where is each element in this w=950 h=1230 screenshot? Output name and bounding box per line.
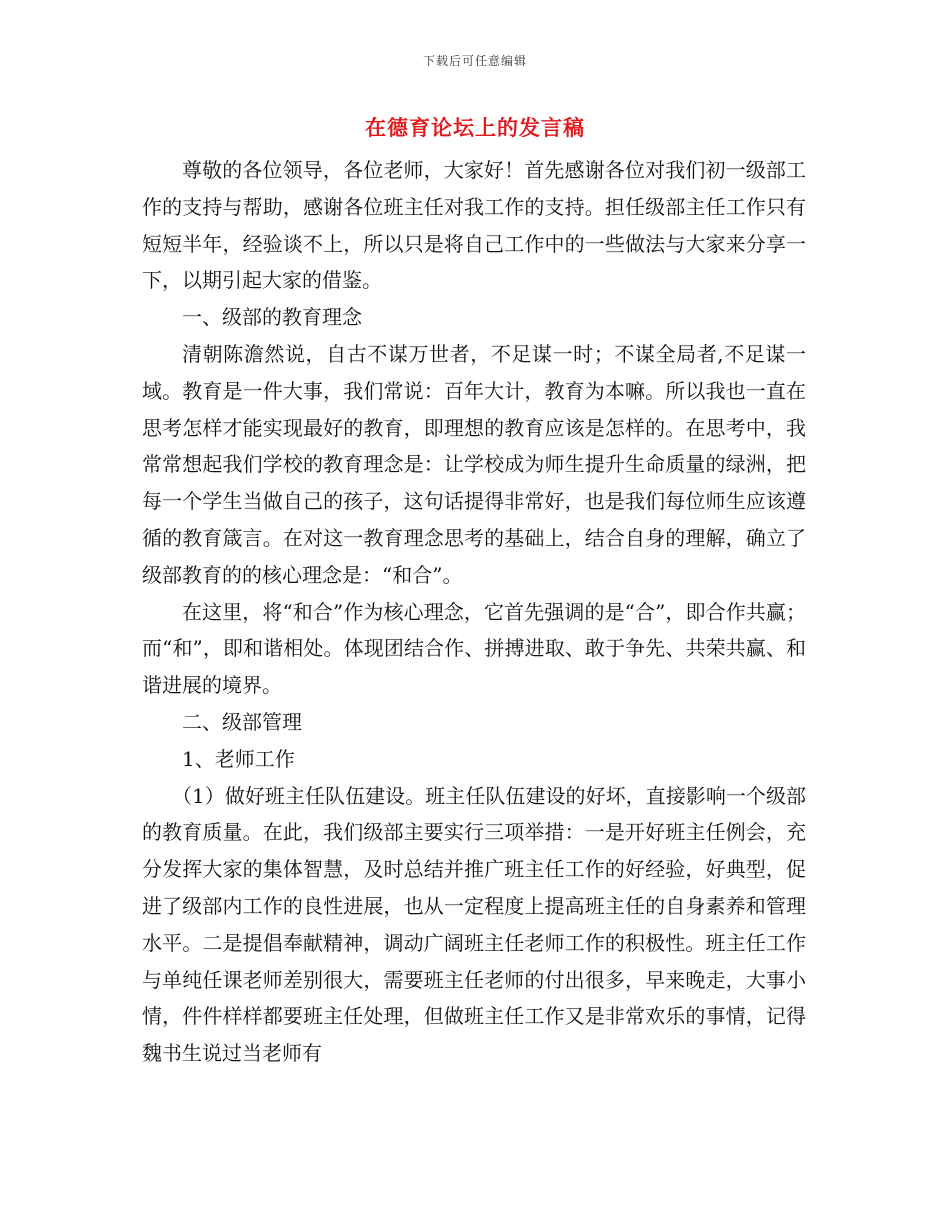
paragraph-greeting: 尊敬的各位领导，各位老师，大家好！首先感谢各位对我们初一级部工作的支持与帮助，感谢各位班主任对我工作的支持。担任级部主任工作只有短短半年，经验谈不上，所以只是将自己工作中的一些做法与大家来分享一下，以期引起大家的借鉴。 [142,158,806,293]
header-note: 下载后可任意编辑 [422,54,527,68]
document-body [142,152,806,1072]
paragraph-education-philosophy: 清朝陈澹然说，自古不谋万世者，不足谋一时；不谋全局者,不足谋一域。教育是一件大事，我们常说：百年大计，教育为本嘛。所以我也一直在思考怎样才能实现最好的教育，即理想的教育应该是怎样的。在思考中，我常常想起我们学校的教育理念是：让学校成为师生提升生命质量的绿洲，把每一个学生当做自己的孩子，这句话提得非常好，也是我们每位师生应该遵循的教育箴言。在对这一教育理念思考的基础上，结合自身的理解，确立了级部教育的的核心理念是：“和合”。 [142,341,806,587]
document-title: 在德育论坛上的发言稿 [365,115,585,140]
section-heading-department-management: 二、级部管理 [182,709,302,734]
subsection-heading-teacher-work: 1、老师工作 [182,746,295,771]
paragraph-head-teacher-team: （1）做好班主任队伍建设。班主任队伍建设的好坏，直接影响一个级部的教育质量。在此，我们级部主要实行三项举措：一是开好班主任例会，充分发挥大家的集体智慧，及时总结并推广班主任工作的好经验，好典型，促进了级部内工作的良性进展，也从一定程度上提高班主任的自身素养和管理水平。二是提倡奉献精神，调动广阔班主任老师工作的积极性。班主任工作与单纯任课老师差别很大，需要班主任老师的付出很多，早来晚走，大事小情，件件样样都要班主任处理，但做班主任工作又是非常欢乐的事情，记得魏书生说过当老师有 [142,783,806,1066]
section-heading-education-philosophy: 一、级部的教育理念 [182,305,362,330]
paragraph-hehe-explanation: 在这里，将“和合”作为核心理念，它首先强调的是“合”，即合作共赢；而“和”，即和谐相处。体现团结合作、拼搏进取、敢于争先、共荣共赢、和谐进展的境界。 [142,599,806,698]
